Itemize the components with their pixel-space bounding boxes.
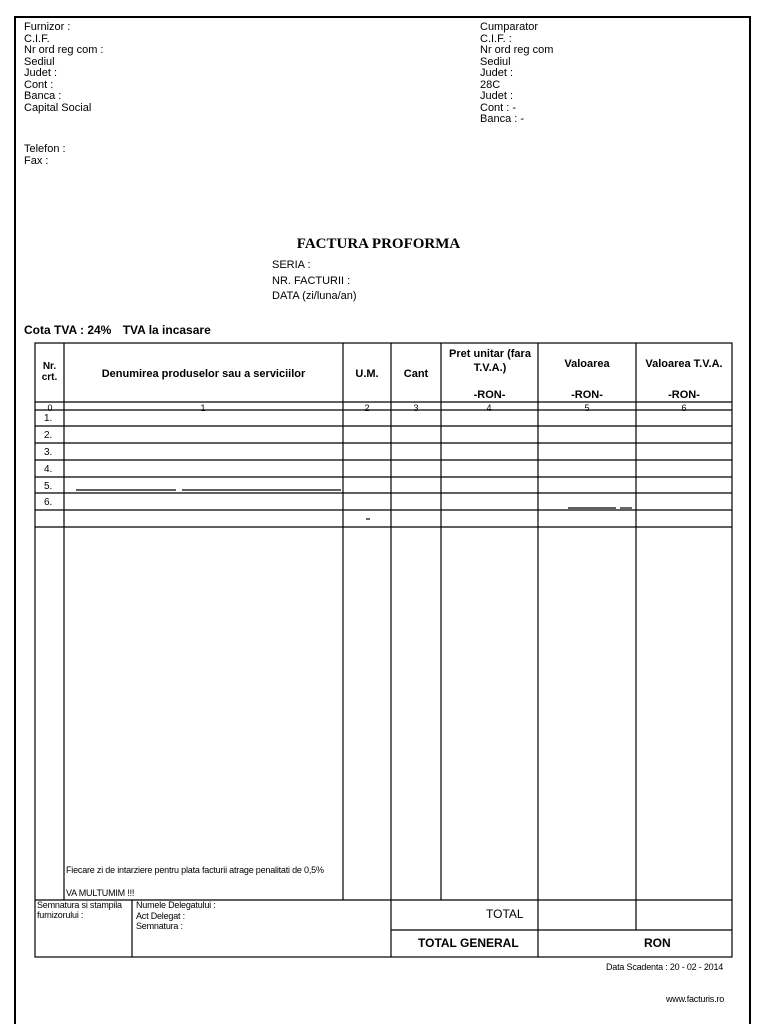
supplier-account: Cont : — [24, 78, 54, 91]
table-row-number: 5. — [44, 481, 53, 492]
header-nr-crt: Nr. crt. — [41, 361, 58, 383]
supplier-capital: Capital Social — [24, 101, 92, 114]
header-qty: Cant — [403, 368, 429, 380]
document-title: FACTURA PROFORMA — [296, 236, 461, 252]
supplier-phone: Telefon : — [24, 143, 66, 155]
penalty-note: Fiecare zi de intarziere pentru plata facturii atrage penalitati de 0,5% — [66, 865, 324, 875]
buyer-cif: C.I.F. : — [480, 32, 512, 45]
column-number: 2 — [364, 403, 370, 413]
invoice-series: SERIA : — [272, 259, 311, 271]
column-number: 5 — [584, 403, 590, 413]
invoice-date: DATA (zi/luna/an) — [272, 290, 357, 302]
supplier-fax: Fax : — [24, 154, 49, 167]
supplier-reg-no: Nr ord reg com : — [24, 44, 104, 56]
column-number: 1 — [200, 403, 206, 413]
buyer-county: Judet : — [480, 67, 514, 79]
header-value: Valoarea — [564, 358, 610, 370]
supplier-address: Sediul — [24, 55, 55, 68]
header-vat-value: Valoarea T.V.A. — [645, 358, 723, 370]
grand-total-label: TOTAL GENERAL — [418, 936, 519, 950]
supplier-county: Judet : — [24, 67, 58, 79]
column-number: 0 — [47, 403, 53, 413]
delegate-act-label: Act Delegat : — [136, 911, 185, 921]
table-row-number: 6. — [44, 497, 53, 508]
header-value-currency: -RON- — [571, 389, 603, 401]
vat-mode: TVA la incasare — [122, 323, 211, 337]
supplier-cif: C.I.F. — [24, 32, 50, 45]
buyer-address: Sediul — [480, 55, 511, 68]
supplier-label: Furnizor : — [24, 21, 71, 33]
supplier-signature-label: Semnatura si stampila furnizorului : — [37, 900, 122, 920]
column-number: 3 — [413, 403, 419, 413]
website-link[interactable]: www.facturis.ro — [666, 994, 725, 1004]
buyer-reg-no: Nr ord reg com — [480, 44, 554, 56]
table-row-number: 2. — [44, 430, 53, 441]
buyer-account: Cont : - — [480, 101, 517, 114]
column-number: 4 — [486, 403, 492, 413]
vat-rate: Cota TVA : 24% — [24, 323, 112, 337]
buyer-label: Cumparator — [480, 21, 539, 33]
invoice-number: NR. FACTURII : — [272, 275, 351, 287]
table-row-number: 1. — [44, 413, 53, 424]
thanks-note: VA MULTUMIM !!! — [66, 888, 135, 898]
buyer-bank: Banca : - — [480, 113, 525, 125]
header-unit-price: Pret unitar (fara T.V.A.) — [449, 348, 531, 374]
delegate-signature-label: Semnatura : — [136, 921, 183, 931]
column-number: 6 — [681, 403, 687, 413]
table-row-number: 3. — [44, 447, 53, 458]
invoice-page — [14, 16, 751, 1024]
header-um: U.M. — [355, 368, 379, 380]
buyer-address-code: 28C — [480, 78, 501, 91]
grand-total-currency: RON — [644, 936, 671, 950]
table-row-number: 4. — [44, 464, 53, 475]
total-label: TOTAL — [486, 907, 524, 921]
header-price-currency: -RON- — [473, 389, 506, 401]
header-product-name: Denumirea produselor sau a serviciilor — [101, 368, 306, 380]
due-date: Data Scadenta : 20 - 02 - 2014 — [606, 962, 724, 972]
delegate-name-label: Numele Delegatului : — [136, 900, 216, 910]
buyer-county-2: Judet : — [480, 90, 514, 102]
supplier-bank: Banca : — [24, 90, 62, 102]
header-vat-currency: -RON- — [668, 389, 700, 401]
